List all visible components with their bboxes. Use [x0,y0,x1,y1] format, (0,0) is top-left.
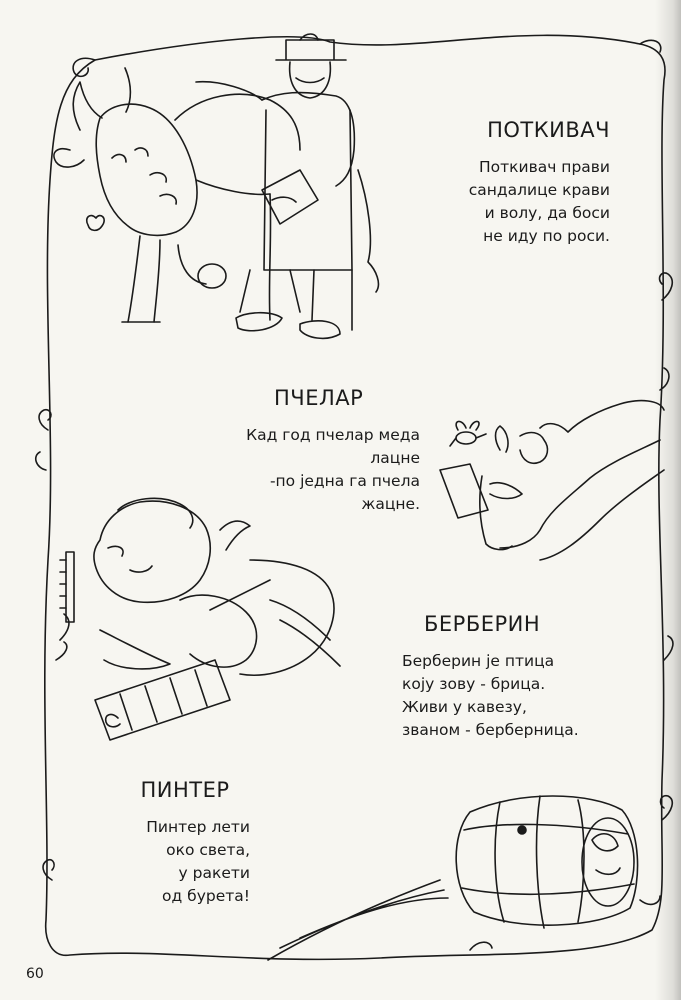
poem-line: Кад год пчелар меда [246,426,420,444]
poem-lines [380,156,610,248]
page-number: 60 [26,966,44,982]
barber-illustration [60,498,340,740]
poem-line: Пинтер лети [146,818,250,836]
poem-line: Поткивач прави [478,158,610,176]
poem-line: коју зову - брица. [402,675,546,693]
poem-title: ПОТКИВАЧ [487,118,610,142]
poem-lines [220,424,420,516]
poem-line: лацне [370,449,420,467]
poem-line: од бурета! [162,887,250,905]
poem-lines [380,650,606,742]
poem-lines [110,816,260,908]
poem-line: Берберин је птица [402,652,555,670]
poem-line: не иду по роси. [483,227,610,245]
poem-title: БЕРБЕРИН [424,612,541,636]
beekeeper-illustration [440,401,664,560]
poem-potkivac [380,118,610,248]
poem-pcelar [220,386,420,516]
poem-line: сандалице крави [468,181,610,199]
poem-line: у ракети [178,864,250,882]
poem-title: ПИНТЕР [140,778,230,802]
poem-line: жацне. [361,495,420,513]
poem-pinter [110,778,260,908]
poem-line: око света, [166,841,250,859]
poem-line: -по једна га пчела [269,472,420,490]
poem-line: Живи у кавезу, [402,698,527,716]
cow-and-blacksmith-illustration [54,40,378,338]
barrel-cooper-illustration [268,796,638,960]
poem-line: и волу, да боси [484,204,610,222]
poem-berberin [380,612,606,742]
poem-line: званом - берберница. [402,721,579,739]
poem-title: ПЧЕЛАР [274,386,364,410]
